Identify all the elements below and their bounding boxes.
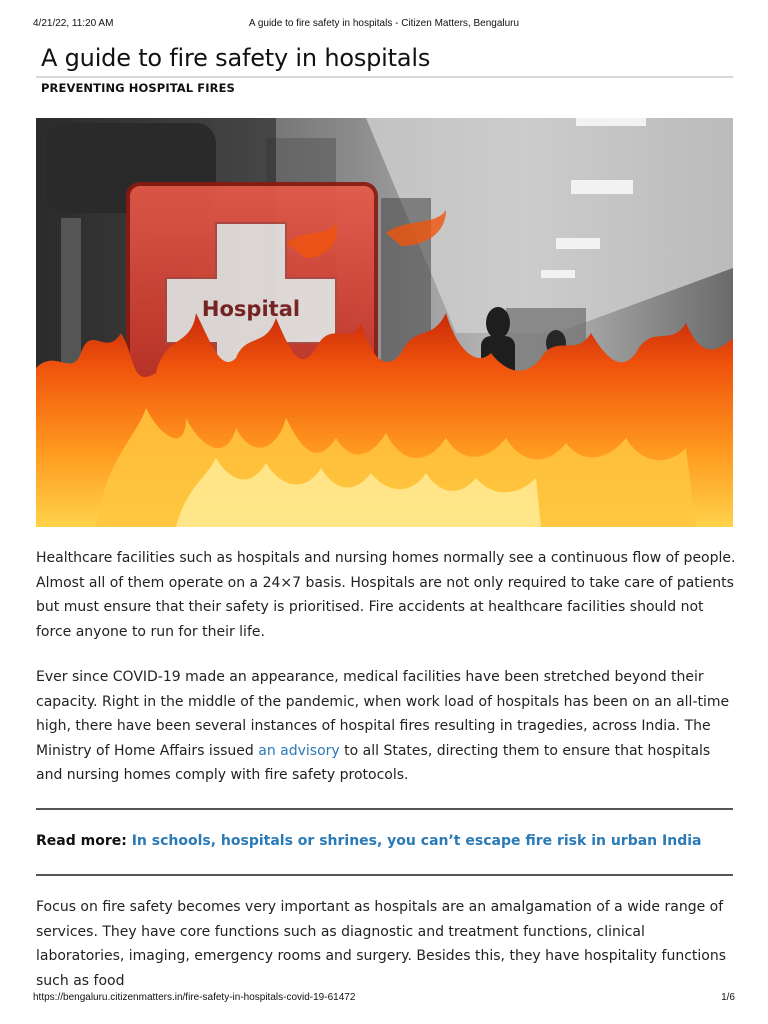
ceiling-light — [556, 238, 600, 249]
hospital-sign-text: Hospital — [201, 297, 301, 321]
paragraph-1: Healthcare facilities such as hospitals and nursing homes normally see a continuous flow of people. Almost all of them operate on a 24×7 basis. Hospitals are not only required to take care of patients but must ensure that their safety is prioritised. Fire accidents at healthcare facilities should not force anyone to run for their life. — [36, 550, 736, 640]
ceiling-light — [571, 180, 633, 194]
read-more-box — [36, 829, 736, 853]
article-kicker: PREVENTING HOSPITAL FIRES — [41, 81, 235, 95]
paragraph-2-text-a: Ever since COVID-19 made an appearance, medical facilities have been stretched beyond their capacity. Right in the middle of the pandemic, when work load of hospitals has been on an all-time high, there have been several instances of hospital fires resulting in tragedies, across India. The Ministry of Home Affairs issued — [36, 669, 730, 759]
hero-illustration — [36, 118, 733, 527]
print-url: https://bengaluru.citizenmatters.in/fire-safety-in-hospitals-covid-19-61472 — [33, 992, 356, 1003]
hero-image — [36, 118, 733, 527]
print-page-title: A guide to fire safety in hospitals - Citizen Matters, Bengaluru — [248, 18, 520, 29]
read-more-bottom-rule — [36, 874, 733, 876]
title-divider — [36, 76, 733, 78]
read-more-label: Read more: — [36, 833, 127, 849]
ceiling-light — [541, 270, 575, 278]
paragraph-2 — [36, 665, 736, 788]
print-footer — [0, 990, 768, 1010]
read-more-link[interactable]: In schools, hospitals or shrines, you can’t escape fire risk in urban India — [131, 833, 702, 849]
print-date: 4/21/22, 11:20 AM — [33, 18, 114, 29]
advisory-link[interactable]: an advisory — [258, 742, 340, 759]
paragraph-2-text-b: to all States, directing them to ensure that hospitals and nursing homes comply with fire safety protocols. — [36, 742, 711, 783]
paragraph-3: Focus on fire safety becomes very important as hospitals are an amalgamation of a wide range of services. They have core functions such as diagnostic and treatment functions, clinical laboratories, imaging, emergency rooms and surgery. Besides this, they have hospitality functions such as food — [36, 899, 727, 989]
ceiling-light — [576, 118, 646, 126]
page-number: 1/6 — [721, 992, 735, 1003]
read-more-top-rule — [36, 808, 733, 810]
article-title: A guide to fire safety in hospitals — [41, 44, 431, 72]
person-silhouette — [486, 307, 510, 339]
print-header — [0, 0, 768, 40]
